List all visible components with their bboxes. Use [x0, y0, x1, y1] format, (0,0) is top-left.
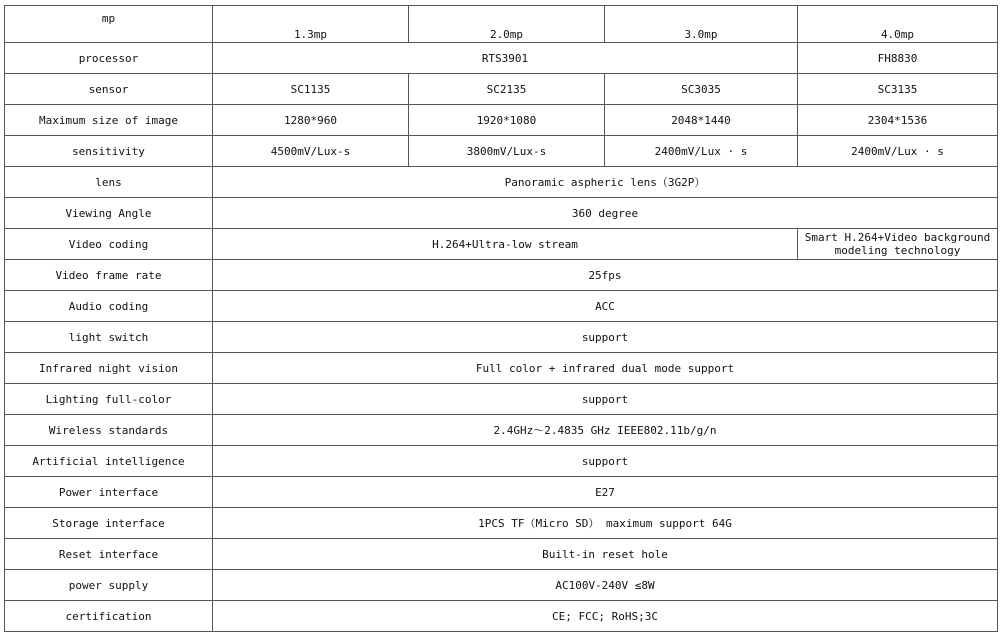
- table-cell: 2304*1536: [798, 105, 998, 136]
- table-row: [5, 322, 998, 353]
- table-cell: 2048*1440: [605, 105, 798, 136]
- row-label: Artificial intelligence: [5, 446, 213, 477]
- table-cell: SC1135: [213, 74, 409, 105]
- table-cell: 3800mV/Lux-s: [409, 136, 605, 167]
- row-label: lens: [5, 167, 213, 198]
- table-cell: H.264+Ultra-low stream: [213, 229, 798, 260]
- table-cell: 2.4GHz～2.4835 GHz IEEE802.11b/g/n: [213, 415, 998, 446]
- table-cell: E27: [213, 477, 998, 508]
- table-cell: FH8830: [798, 43, 998, 74]
- table-cell: ACC: [213, 291, 998, 322]
- header-row: [5, 6, 998, 43]
- column-header: 1.3mp: [213, 6, 409, 43]
- row-label: light switch: [5, 322, 213, 353]
- row-label: sensor: [5, 74, 213, 105]
- table-cell: 360 degree: [213, 198, 998, 229]
- row-label: processor: [5, 43, 213, 74]
- table-cell: 2400mV/Lux · s: [605, 136, 798, 167]
- table-cell: Full color + infrared dual mode support: [213, 353, 998, 384]
- table-cell: 4500mV/Lux-s: [213, 136, 409, 167]
- row-label: Video frame rate: [5, 260, 213, 291]
- table-cell: 1PCS TF（Micro SD） maximum support 64G: [213, 508, 998, 539]
- table-cell: support: [213, 322, 998, 353]
- table-row: [5, 74, 998, 105]
- spec-table: [4, 5, 998, 632]
- row-label: Video coding: [5, 229, 213, 260]
- table-cell: 1280*960: [213, 105, 409, 136]
- row-label: Maximum size of image: [5, 105, 213, 136]
- row-label: power supply: [5, 570, 213, 601]
- row-label: Infrared night vision: [5, 353, 213, 384]
- table-row: [5, 446, 998, 477]
- table-cell: SC2135: [409, 74, 605, 105]
- table-row: [5, 229, 998, 260]
- table-row: [5, 508, 998, 539]
- table-cell: 1920*1080: [409, 105, 605, 136]
- column-header: 2.0mp: [409, 6, 605, 43]
- table-row: [5, 477, 998, 508]
- column-header: 4.0mp: [798, 6, 998, 43]
- table-cell: AC100V-240V ≤8W: [213, 570, 998, 601]
- row-label: Audio coding: [5, 291, 213, 322]
- table-cell: SC3035: [605, 74, 798, 105]
- row-label: Storage interface: [5, 508, 213, 539]
- table-cell: 2400mV/Lux · s: [798, 136, 998, 167]
- table-row: [5, 415, 998, 446]
- table-row: [5, 601, 998, 632]
- table-cell: SC3135: [798, 74, 998, 105]
- row-label: Wireless standards: [5, 415, 213, 446]
- table-row: [5, 198, 998, 229]
- header-label: mp: [5, 6, 213, 43]
- row-label: Reset interface: [5, 539, 213, 570]
- table-row: [5, 539, 998, 570]
- table-row: [5, 570, 998, 601]
- table-row: [5, 105, 998, 136]
- table-cell: CE; FCC; RoHS;3C: [213, 601, 998, 632]
- table-row: [5, 167, 998, 198]
- table-row: [5, 291, 998, 322]
- table-row: [5, 260, 998, 291]
- table-row: [5, 384, 998, 415]
- table-cell: support: [213, 446, 998, 477]
- row-label: Viewing Angle: [5, 198, 213, 229]
- column-header: 3.0mp: [605, 6, 798, 43]
- row-label: Lighting full-color: [5, 384, 213, 415]
- table-cell: RTS3901: [213, 43, 798, 74]
- table-cell: 25fps: [213, 260, 998, 291]
- row-label: sensitivity: [5, 136, 213, 167]
- table-row: [5, 353, 998, 384]
- table-row: [5, 43, 998, 74]
- table-cell: Panoramic aspheric lens（3G2P）: [213, 167, 998, 198]
- table-row: [5, 136, 998, 167]
- row-label: Power interface: [5, 477, 213, 508]
- row-label: certification: [5, 601, 213, 632]
- table-cell: support: [213, 384, 998, 415]
- table-cell: Built-in reset hole: [213, 539, 998, 570]
- table-cell: Smart H.264+Video background modeling technology: [798, 229, 998, 260]
